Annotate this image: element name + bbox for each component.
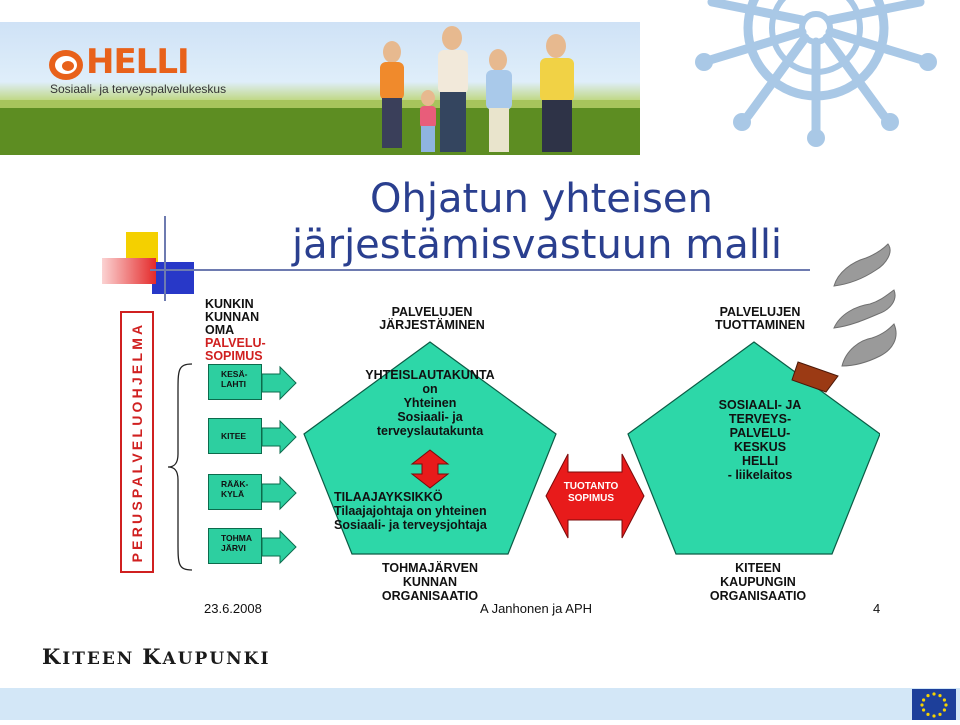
municipality-header-line: KUNNAN: [205, 310, 260, 324]
contract-arrow-line: TUOTANTO: [563, 481, 619, 492]
left-heading-line: PALVELUJEN: [391, 305, 473, 319]
right-pentagon-line: TERVEYS-: [728, 412, 792, 426]
municipality-label: KESÄ-: [221, 369, 248, 379]
city-name-part: AUPUNKI: [162, 649, 271, 669]
smoke-icon: [828, 242, 908, 372]
right-org-line: KITEEN: [735, 561, 781, 575]
right-pentagon-text: [670, 398, 850, 482]
municipality-header-red: SOPIMUS: [205, 349, 263, 363]
municipality-label: KITEE: [221, 431, 247, 441]
title-vertical-rule: [164, 216, 166, 301]
left-pentagon-line: on: [422, 382, 438, 396]
municipality-header-line: KUNKIN: [205, 297, 254, 311]
footer-date: 23.6.2008: [204, 601, 262, 616]
title-horizontal-rule: [150, 269, 810, 271]
header-banner: [0, 22, 640, 155]
slide-title-line2: järjestämisvastuun malli: [292, 222, 783, 268]
municipality-label: RÄÄK-: [221, 479, 249, 489]
right-heading-line: TUOTTAMINEN: [714, 318, 806, 332]
left-org-line: KUNNAN: [402, 575, 458, 589]
right-pentagon-line: - liikelaitos: [727, 468, 793, 482]
left-pentagon-line: Yhteinen: [403, 396, 457, 410]
contract-arrow-text: [556, 481, 626, 505]
deco-squares: [100, 228, 210, 298]
municipality-header-red: PALVELU-: [205, 336, 266, 350]
tilaaja-line: Tilaajajohtaja on yhteinen: [334, 504, 487, 518]
left-org: [345, 561, 515, 603]
municipality-box-kitee: [208, 418, 262, 454]
peruspalveluohjelma-box: [120, 311, 154, 573]
ship-wheel-icon: [690, 0, 950, 150]
left-pentagon-line: terveyslautakunta: [376, 424, 484, 438]
city-name-part: ITEEN: [62, 649, 143, 669]
municipality-label: LAHTI: [221, 379, 247, 389]
tilaaja-line: TILAAJAYKSIKKÖ: [334, 490, 443, 504]
left-heading: [352, 306, 512, 332]
left-pentagon-text: [340, 368, 520, 438]
right-pentagon-line: SOSIAALI- JA: [718, 398, 802, 412]
slide-title-line1: Ohjatun yhteisen: [370, 176, 713, 222]
tilaaja-text: [334, 490, 564, 532]
footer-author: A Janhonen ja APH: [480, 601, 593, 616]
city-name-initial: K: [42, 644, 63, 669]
right-org: [673, 561, 843, 603]
right-pentagon-line: KESKUS: [733, 440, 787, 454]
municipality-label: TOHMA: [221, 533, 253, 543]
left-heading-line: JÄRJESTÄMINEN: [379, 318, 485, 332]
bottom-bar: [0, 688, 960, 720]
left-pentagon-line: Sosiaali- ja: [397, 410, 463, 424]
municipality-header: [205, 298, 266, 363]
municipality-box-kesalahti: [208, 364, 262, 400]
municipality-box-tohmajarvi: [208, 528, 262, 564]
city-name: [42, 644, 270, 669]
left-org-line: ORGANISAATIO: [381, 589, 479, 603]
right-heading-line: PALVELUJEN: [719, 305, 801, 319]
left-org-line: TOHMAJÄRVEN: [381, 561, 479, 575]
tilaaja-line: Sosiaali- ja terveysjohtaja: [334, 518, 487, 532]
right-pentagon-line: HELLI: [741, 454, 779, 468]
vertical-label: PERUSPALVELUOHJELMA: [129, 321, 145, 563]
city-name-initial: K: [142, 644, 163, 669]
right-org-line: ORGANISAATIO: [709, 589, 807, 603]
municipality-box-raakkyla: [208, 474, 262, 510]
municipality-label: KYLÄ: [221, 489, 245, 499]
eu-flag-icon: [912, 689, 956, 720]
right-pentagon-line: PALVELU-: [729, 426, 791, 440]
left-pentagon-line: YHTEISLAUTAKUNTA: [365, 368, 495, 382]
logo-subtitle: Sosiaali- ja terveyspalvelukeskus: [50, 82, 227, 96]
helli-logo-icon: [48, 48, 84, 82]
brace-icon: [166, 362, 194, 572]
municipality-header-line: OMA: [205, 323, 235, 337]
logo-name: HELLI: [86, 42, 189, 82]
municipality-arrows: [262, 364, 302, 574]
municipality-label: JÄRVI: [221, 543, 246, 553]
footer-page: 4: [873, 601, 881, 616]
right-heading: [680, 306, 840, 332]
contract-arrow-line: SOPIMUS: [567, 493, 615, 504]
right-org-line: KAUPUNGIN: [720, 575, 796, 589]
